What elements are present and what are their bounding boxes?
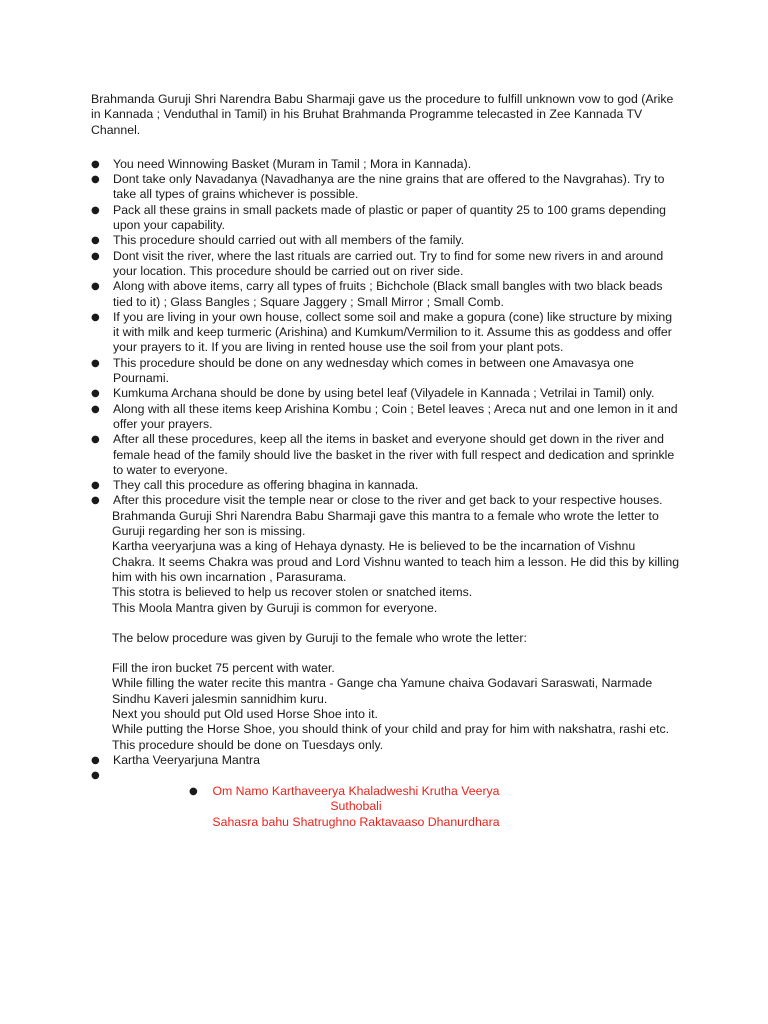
mantra-intro-paragraph: Brahmanda Guruji Shri Narendra Babu Sharmaji gave this mantra to a female who wrote the letter to Guruji regarding her son is missing.	[112, 508, 659, 539]
bucket-step: While putting the Horse Shoe, you should think of your child and pray for him with nakshatra, rashi etc.	[112, 722, 670, 737]
mantra-intro-paragraph: This Moola Mantra given by Guruji is common for everyone.	[112, 600, 438, 615]
list-item: ● After all these procedures, keep all the items in basket and everyone should get down in the river and female head of the family should live the basket in the river with full respect and dedication and sprinkle to water to everyone.	[91, 432, 681, 478]
list-item: ● This procedure should carried out with all members of the family.	[91, 233, 681, 248]
bucket-step: Fill the iron bucket 75 percent with water.	[112, 661, 335, 676]
mantra-intro-paragraph: This stotra is believed to help us recover stolen or snatched items.	[112, 585, 473, 600]
mantra-heading: ● Kartha Veeryarjuna Mantra	[91, 753, 681, 768]
bullet-icon: ●	[189, 786, 198, 798]
mantra-intro-section	[112, 509, 681, 753]
list-item: ● They call this procedure as offering bhagina in kannada.	[91, 478, 681, 493]
list-item: ● You need Winnowing Basket (Muram in Tamil ; Mora in Kannada).	[91, 157, 681, 172]
list-item: ● If you are living in your own house, collect some soil and make a gopura (cone) like structure by mixing it with milk and keep turmeric (Arishina) and Kumkum/Vermilion to it. Assume this as goddess and offer your prayers to it. If you are living in rented house use the soil from your plant pots.	[91, 310, 681, 356]
bucket-step: This procedure should be done on Tuesdays only.	[112, 737, 384, 752]
below-procedure-line: The below procedure was given by Guruji to the female who wrote the letter:	[112, 630, 527, 645]
list-item: ● After this procedure visit the temple near or close to the river and get back to your respective houses.	[91, 493, 681, 508]
intro-paragraph: Brahmanda Guruji Shri Narendra Babu Sharmaji gave us the procedure to fulfill unknown vow to god (Arike in Kannada ; Venduthal in Tamil) in his Bruhat Brahmanda Programme telecasted in Zee Kannada TV Channel.	[91, 92, 674, 137]
bucket-step: While filling the water recite this mantra - Gange cha Yamune chaiva Godavari Saraswati, Narmade Sindhu Kaveri jalesmin sannidhim kuru.	[112, 676, 653, 706]
mantra-block	[91, 784, 681, 829]
document-page	[91, 92, 681, 829]
bucket-step: Next you should put Old used Horse Shoe into it.	[112, 706, 378, 721]
list-item: ● Kumkuma Archana should be done by using betel leaf (Vilyadele in Kannada ; Vetrilai in Tamil) only.	[91, 386, 681, 401]
list-item: ● This procedure should be done on any wednesday which comes in between one Amavasya one Pournami.	[91, 356, 681, 387]
list-item: ● Along with above items, carry all types of fruits ; Bichchole (Black small bangles with two black beads tied to it) ; Glass Bangles ; Square Jaggery ; Small Mirror ; Small Comb.	[91, 279, 681, 310]
list-item: ● Along with all these items keep Arishina Kombu ; Coin ; Betel leaves ; Areca nut and one lemon in it and offer your prayers.	[91, 402, 681, 433]
mantra-line: Sahasra bahu Shatrughno Raktavaaso Dhanurdhara	[212, 814, 500, 829]
list-item: ● Dont visit the river, where the last rituals are carried out. Try to find for some new rivers in and around your location. This procedure should be carried out on river side.	[91, 249, 681, 280]
mantra-text	[211, 784, 501, 830]
list-item: ● Dont take only Navadanya (Navadhanya are the nine grains that are offered to the Navgrahas). Try to take all types of grains whichever is possible.	[91, 172, 681, 203]
procedure-list	[91, 157, 681, 509]
mantra-line: Om Namo Karthaveerya Khaladweshi Krutha Veerya Suthobali	[212, 784, 500, 814]
list-item: ● Pack all these grains in small packets made of plastic or paper of quantity 25 to 100 grams depending upon your capability.	[91, 203, 681, 234]
mantra-list	[91, 753, 681, 783]
mantra-intro-paragraph: Kartha veeryarjuna was a king of Hehaya dynasty. He is believed to be the incarnation of Vishnu Chakra. It seems Chakra was proud and Lord Vishnu wanted to teach him a lesson. He did this by killing him with his own incarnation , Parasurama.	[112, 539, 680, 584]
empty-list-item	[91, 768, 681, 783]
